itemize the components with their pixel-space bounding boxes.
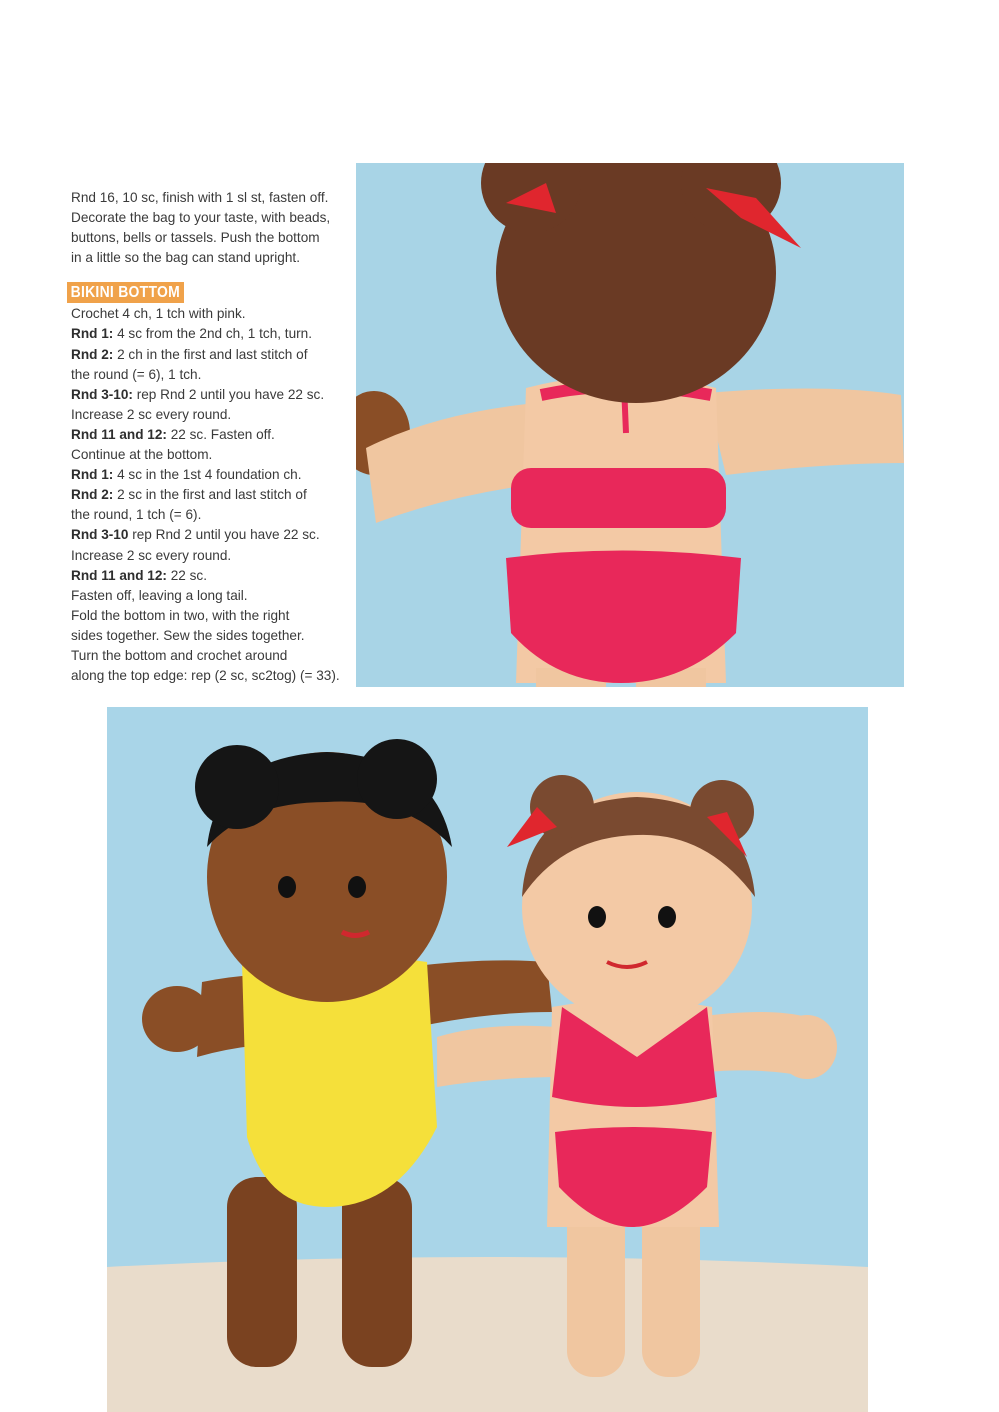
instruction-line: [71, 425, 351, 445]
instruction-line: [71, 324, 351, 344]
instruction-text: 22 sc. Fasten off.: [166, 426, 275, 442]
instruction-line: [71, 626, 351, 646]
instruction-text: Increase 2 sc every round.: [71, 406, 232, 422]
round-label: Rnd 11 and 12:: [71, 567, 167, 583]
pattern-text-column: [71, 188, 351, 686]
doll-back-illustration: [356, 163, 904, 687]
instruction-line: [71, 606, 351, 626]
instruction-text: along the top edge: rep (2 sc, sc2tog) (= 33).: [71, 668, 340, 684]
round-label: Rnd 1:: [71, 467, 114, 483]
instruction-line: [71, 505, 351, 525]
instruction-text: the round, 1 tch (= 6).: [71, 507, 202, 523]
instruction-line: [71, 405, 351, 425]
intro-line: in a little so the bag can stand upright.: [71, 250, 300, 266]
instruction-line: [71, 586, 351, 606]
instruction-line: [71, 385, 351, 405]
instruction-text: Turn the bottom and crochet around: [71, 647, 288, 663]
instruction-text: the round (= 6), 1 tch.: [71, 366, 202, 382]
round-label: Rnd 2:: [71, 487, 114, 503]
instruction-text: 4 sc in the 1st 4 foundation ch.: [113, 467, 302, 483]
intro-line: Rnd 16, 10 sc, finish with 1 sl st, fasten off.: [71, 190, 329, 205]
instruction-line: [71, 566, 351, 586]
instruction-text: Fasten off, leaving a long tail.: [71, 587, 248, 603]
photo-doll-back-view: [356, 163, 904, 687]
instruction-text: rep Rnd 2 until you have 22 sc.: [132, 386, 325, 402]
instruction-line: [71, 304, 351, 324]
photo-two-dolls-beach: [107, 707, 868, 1412]
instruction-line: [71, 646, 351, 666]
intro-line: Decorate the bag to your taste, with beads,: [71, 210, 331, 226]
intro-line: buttons, bells or tassels. Push the bottom: [71, 230, 320, 246]
instruction-text: sides together. Sew the sides together.: [71, 627, 305, 643]
intro-paragraph: [71, 188, 351, 268]
instruction-text: Increase 2 sc every round.: [71, 547, 232, 563]
instruction-line: [71, 345, 351, 365]
section-heading-bikini-bottom: BIKINI BOTTOM: [67, 282, 184, 303]
round-label: Rnd 2:: [71, 346, 114, 362]
instruction-text: Crochet 4 ch, 1 tch with pink.: [71, 306, 246, 322]
instruction-line: [71, 485, 351, 505]
instruction-line: [71, 666, 351, 686]
instruction-line: [71, 365, 351, 385]
round-label: Rnd 11 and 12:: [71, 426, 167, 442]
round-label: Rnd 3-10: [71, 527, 129, 543]
instruction-line: [71, 465, 351, 485]
dolls-beach-illustration: [107, 707, 868, 1412]
instruction-line: [71, 445, 351, 465]
instruction-text: rep Rnd 2 until you have 22 sc.: [128, 527, 320, 543]
instruction-list: [71, 304, 351, 686]
round-label: Rnd 1:: [71, 326, 114, 342]
instruction-line: [71, 525, 351, 545]
instruction-text: Continue at the bottom.: [71, 447, 213, 463]
round-label: Rnd 3-10:: [71, 386, 133, 402]
instruction-text: 2 sc in the first and last stitch of: [113, 487, 307, 503]
instruction-text: 2 ch in the first and last stitch of: [113, 346, 308, 362]
instruction-text: 4 sc from the 2nd ch, 1 tch, turn.: [113, 326, 313, 342]
instruction-line: [71, 546, 351, 566]
instruction-text: 22 sc.: [166, 567, 207, 583]
instruction-text: Fold the bottom in two, with the right: [71, 607, 290, 623]
